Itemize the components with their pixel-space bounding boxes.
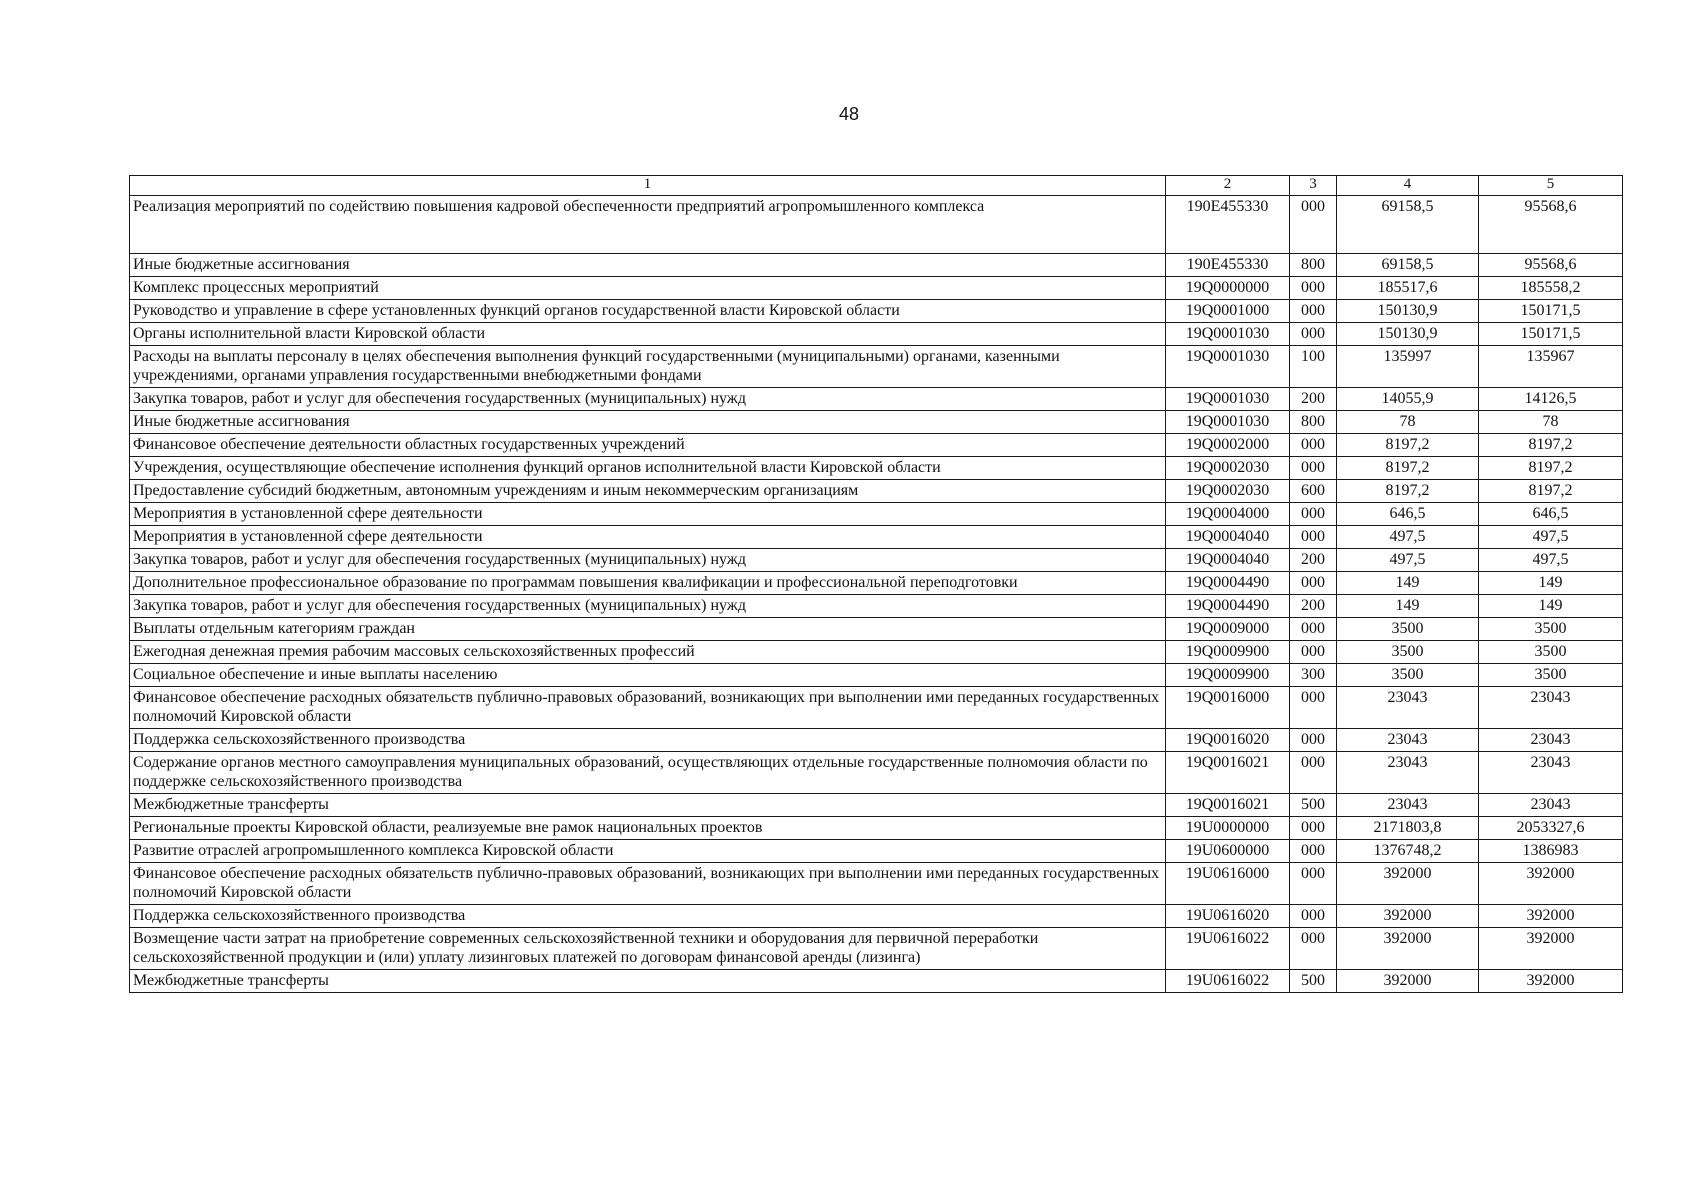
row-name: Финансовое обеспечение расходных обязательств публично-правовых образований, возникающих при выполнении ими переданных государственных полномочий Кировской области [130, 863, 1166, 905]
budget-table [129, 175, 1623, 993]
row-value-4: 392000 [1337, 928, 1479, 970]
row-name: Учреждения, осуществляющие обеспечение исполнения функций органов исполнительной власти Кировской области [130, 457, 1166, 480]
row-value-4: 150130,9 [1337, 300, 1479, 323]
row-value-4: 23043 [1337, 687, 1479, 729]
row-type: 000 [1290, 863, 1337, 905]
table-row [130, 480, 1623, 503]
header-col-2: 2 [1166, 176, 1290, 196]
row-name: Реализация мероприятий по содействию повышения кадровой обеспеченности предприятий агропромышленного комплекса [130, 196, 1166, 254]
row-code: 19Q0004040 [1166, 549, 1290, 572]
row-type: 000 [1290, 687, 1337, 729]
table-row [130, 970, 1623, 993]
table-row [130, 196, 1623, 254]
table-row [130, 323, 1623, 346]
table-row [130, 411, 1623, 434]
row-type: 500 [1290, 970, 1337, 993]
row-value-5: 392000 [1479, 970, 1623, 993]
row-type: 000 [1290, 729, 1337, 752]
row-name: Комплекс процессных мероприятий [130, 277, 1166, 300]
table-row [130, 388, 1623, 411]
row-code: 19Q0016020 [1166, 729, 1290, 752]
row-value-4: 149 [1337, 595, 1479, 618]
row-value-4: 78 [1337, 411, 1479, 434]
row-type: 000 [1290, 928, 1337, 970]
row-value-4: 8197,2 [1337, 434, 1479, 457]
row-value-4: 69158,5 [1337, 196, 1479, 254]
row-type: 000 [1290, 572, 1337, 595]
row-code: 19Q0001030 [1166, 411, 1290, 434]
row-value-4: 392000 [1337, 970, 1479, 993]
row-value-5: 392000 [1479, 905, 1623, 928]
table-row [130, 457, 1623, 480]
table-row [130, 840, 1623, 863]
row-value-4: 185517,6 [1337, 277, 1479, 300]
row-code: 19Q0009000 [1166, 618, 1290, 641]
row-value-5: 95568,6 [1479, 254, 1623, 277]
table-row [130, 905, 1623, 928]
row-value-5: 149 [1479, 595, 1623, 618]
row-code: 19Q0004490 [1166, 595, 1290, 618]
table-row [130, 277, 1623, 300]
row-name: Поддержка сельскохозяйственного производства [130, 729, 1166, 752]
row-type: 000 [1290, 457, 1337, 480]
row-value-4: 69158,5 [1337, 254, 1479, 277]
row-value-4: 23043 [1337, 729, 1479, 752]
row-value-4: 1376748,2 [1337, 840, 1479, 863]
row-value-5: 149 [1479, 572, 1623, 595]
row-value-4: 3500 [1337, 664, 1479, 687]
row-type: 000 [1290, 752, 1337, 794]
row-type: 000 [1290, 641, 1337, 664]
row-code: 19Q0002030 [1166, 457, 1290, 480]
row-value-4: 8197,2 [1337, 480, 1479, 503]
row-type: 300 [1290, 664, 1337, 687]
table-row [130, 664, 1623, 687]
row-type: 000 [1290, 196, 1337, 254]
row-code: 19Q0001000 [1166, 300, 1290, 323]
row-code: 19Q0001030 [1166, 346, 1290, 388]
header-col-5: 5 [1479, 176, 1623, 196]
row-value-4: 646,5 [1337, 503, 1479, 526]
row-type: 800 [1290, 254, 1337, 277]
row-value-4: 2171803,8 [1337, 817, 1479, 840]
row-code: 19U0000000 [1166, 817, 1290, 840]
row-code: 19Q0004040 [1166, 526, 1290, 549]
table-row [130, 434, 1623, 457]
table-row [130, 928, 1623, 970]
row-code: 190E455330 [1166, 196, 1290, 254]
row-code: 19Q0002000 [1166, 434, 1290, 457]
row-value-4: 149 [1337, 572, 1479, 595]
row-value-4: 135997 [1337, 346, 1479, 388]
row-code: 19U0616020 [1166, 905, 1290, 928]
row-value-5: 392000 [1479, 863, 1623, 905]
row-value-4: 497,5 [1337, 526, 1479, 549]
table-row [130, 346, 1623, 388]
row-name: Предоставление субсидий бюджетным, автономным учреждениям и иным некоммерческим организациям [130, 480, 1166, 503]
row-code: 19Q0016000 [1166, 687, 1290, 729]
row-value-5: 497,5 [1479, 526, 1623, 549]
table-header [130, 176, 1623, 196]
row-code: 19Q0001030 [1166, 323, 1290, 346]
table-row [130, 254, 1623, 277]
row-name: Региональные проекты Кировской области, реализуемые вне рамок национальных проектов [130, 817, 1166, 840]
row-name: Выплаты отдельным категориям граждан [130, 618, 1166, 641]
table-row [130, 752, 1623, 794]
row-name: Межбюджетные трансферты [130, 970, 1166, 993]
row-type: 100 [1290, 346, 1337, 388]
row-value-4: 14055,9 [1337, 388, 1479, 411]
table-row [130, 618, 1623, 641]
row-code: 19Q0009900 [1166, 664, 1290, 687]
table-row [130, 641, 1623, 664]
table-row [130, 817, 1623, 840]
row-name: Поддержка сельскохозяйственного производства [130, 905, 1166, 928]
row-name: Возмещение части затрат на приобретение современных сельскохозяйственной техники и оборудования для первичной переработки сельскохозяйственной продукции и (или) уплату лизинговых платежей по договорам финансовой аренды (лизинга) [130, 928, 1166, 970]
header-col-1: 1 [130, 176, 1166, 196]
row-code: 19U0616022 [1166, 928, 1290, 970]
row-value-4: 23043 [1337, 794, 1479, 817]
header-col-4: 4 [1337, 176, 1479, 196]
row-name: Закупка товаров, работ и услуг для обеспечения государственных (муниципальных) нужд [130, 549, 1166, 572]
table-row [130, 863, 1623, 905]
table-row [130, 300, 1623, 323]
row-value-4: 23043 [1337, 752, 1479, 794]
row-type: 000 [1290, 323, 1337, 346]
row-type: 000 [1290, 300, 1337, 323]
row-value-5: 150171,5 [1479, 323, 1623, 346]
row-name: Финансовое обеспечение расходных обязательств публично-правовых образований, возникающих при выполнении ими переданных государственных полномочий Кировской области [130, 687, 1166, 729]
row-value-5: 23043 [1479, 752, 1623, 794]
row-name: Социальное обеспечение и иные выплаты населению [130, 664, 1166, 687]
row-value-5: 23043 [1479, 729, 1623, 752]
row-value-5: 3500 [1479, 641, 1623, 664]
row-type: 500 [1290, 794, 1337, 817]
table-row [130, 687, 1623, 729]
row-name: Расходы на выплаты персоналу в целях обеспечения выполнения функций государственными (муниципальными) органами, казенными учреждениями, органами управления государственными внебюджетными фондами [130, 346, 1166, 388]
row-code: 19U0600000 [1166, 840, 1290, 863]
row-name: Развитие отраслей агропромышленного комплекса Кировской области [130, 840, 1166, 863]
row-type: 000 [1290, 618, 1337, 641]
table-row [130, 729, 1623, 752]
row-value-5: 8197,2 [1479, 434, 1623, 457]
row-name: Финансовое обеспечение деятельности областных государственных учреждений [130, 434, 1166, 457]
row-type: 000 [1290, 817, 1337, 840]
table-row [130, 503, 1623, 526]
row-type: 000 [1290, 503, 1337, 526]
row-type: 800 [1290, 411, 1337, 434]
row-code: 19Q0001030 [1166, 388, 1290, 411]
table-row [130, 526, 1623, 549]
row-name: Дополнительное профессиональное образование по программам повышения квалификации и профессиональной переподготовки [130, 572, 1166, 595]
row-value-5: 2053327,6 [1479, 817, 1623, 840]
row-type: 000 [1290, 434, 1337, 457]
row-value-5: 3500 [1479, 664, 1623, 687]
row-code: 19Q0002030 [1166, 480, 1290, 503]
row-value-5: 8197,2 [1479, 480, 1623, 503]
row-name: Иные бюджетные ассигнования [130, 254, 1166, 277]
table-row [130, 794, 1623, 817]
row-name: Мероприятия в установленной сфере деятельности [130, 526, 1166, 549]
row-value-4: 497,5 [1337, 549, 1479, 572]
row-name: Руководство и управление в сфере установленных функций органов государственной власти Кировской области [130, 300, 1166, 323]
row-type: 200 [1290, 549, 1337, 572]
row-code: 190E455330 [1166, 254, 1290, 277]
row-value-5: 14126,5 [1479, 388, 1623, 411]
row-value-4: 3500 [1337, 618, 1479, 641]
row-value-5: 135967 [1479, 346, 1623, 388]
row-value-5: 150171,5 [1479, 300, 1623, 323]
row-value-4: 392000 [1337, 905, 1479, 928]
row-code: 19Q0004490 [1166, 572, 1290, 595]
row-name: Ежегодная денежная премия рабочим массовых сельскохозяйственных профессий [130, 641, 1166, 664]
row-value-4: 3500 [1337, 641, 1479, 664]
row-type: 000 [1290, 840, 1337, 863]
row-code: 19U0616022 [1166, 970, 1290, 993]
row-type: 000 [1290, 905, 1337, 928]
table-row [130, 572, 1623, 595]
row-code: 19Q0016021 [1166, 752, 1290, 794]
table-body [130, 196, 1623, 993]
page-number: 48 [838, 104, 860, 124]
row-value-5: 1386983 [1479, 840, 1623, 863]
header-row [130, 176, 1623, 196]
row-type: 600 [1290, 480, 1337, 503]
row-value-5: 185558,2 [1479, 277, 1623, 300]
row-code: 19Q0004000 [1166, 503, 1290, 526]
row-name: Закупка товаров, работ и услуг для обеспечения государственных (муниципальных) нужд [130, 388, 1166, 411]
row-value-5: 23043 [1479, 687, 1623, 729]
row-value-4: 8197,2 [1337, 457, 1479, 480]
row-code: 19Q0000000 [1166, 277, 1290, 300]
row-type: 000 [1290, 526, 1337, 549]
row-value-5: 95568,6 [1479, 196, 1623, 254]
row-code: 19U0616000 [1166, 863, 1290, 905]
row-value-4: 150130,9 [1337, 323, 1479, 346]
row-name: Иные бюджетные ассигнования [130, 411, 1166, 434]
row-name: Органы исполнительной власти Кировской области [130, 323, 1166, 346]
row-type: 200 [1290, 388, 1337, 411]
row-code: 19Q0016021 [1166, 794, 1290, 817]
row-value-5: 3500 [1479, 618, 1623, 641]
table-row [130, 595, 1623, 618]
row-name: Содержание органов местного самоуправления муниципальных образований, осуществляющих отдельные государственные полномочия области по поддержке сельскохозяйственного производства [130, 752, 1166, 794]
table-row [130, 549, 1623, 572]
row-name: Межбюджетные трансферты [130, 794, 1166, 817]
row-value-5: 23043 [1479, 794, 1623, 817]
row-value-5: 392000 [1479, 928, 1623, 970]
row-value-5: 646,5 [1479, 503, 1623, 526]
header-col-3: 3 [1290, 176, 1337, 196]
row-type: 200 [1290, 595, 1337, 618]
row-type: 000 [1290, 277, 1337, 300]
row-value-5: 8197,2 [1479, 457, 1623, 480]
row-code: 19Q0009900 [1166, 641, 1290, 664]
row-name: Закупка товаров, работ и услуг для обеспечения государственных (муниципальных) нужд [130, 595, 1166, 618]
row-value-4: 392000 [1337, 863, 1479, 905]
row-name: Мероприятия в установленной сфере деятельности [130, 503, 1166, 526]
row-value-5: 78 [1479, 411, 1623, 434]
row-value-5: 497,5 [1479, 549, 1623, 572]
